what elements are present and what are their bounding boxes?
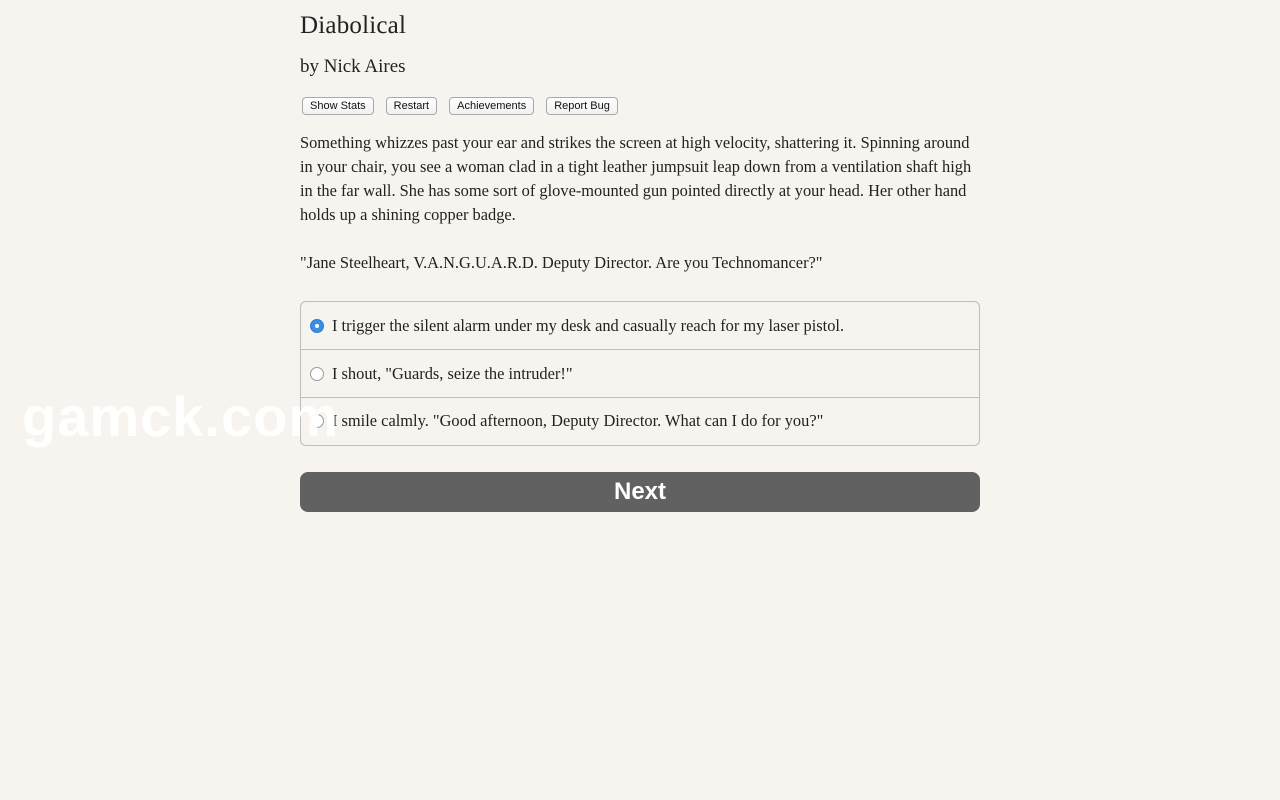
choice-label: I smile calmly. "Good afternoon, Deputy Director. What can I do for you?" bbox=[332, 411, 824, 430]
choice-option-2[interactable] bbox=[301, 350, 979, 398]
game-author: by Nick Aires bbox=[300, 56, 406, 77]
passage-paragraph: Something whizzes past your ear and strikes the screen at high velocity, shattering it. Spinning around in your chair, you see a woman clad in a tight leather jumpsuit leap down from a ventilation shaft high in the far wall. She has some sort of glove-mounted gun pointed directly at your head. Her other hand holds up a shining copper badge. bbox=[300, 133, 972, 224]
next-button[interactable]: Next bbox=[300, 472, 980, 512]
passage-paragraph: "Jane Steelheart, V.A.N.G.U.A.R.D. Deputy Director. Are you Technomancer?" bbox=[300, 253, 823, 272]
choice-list bbox=[300, 301, 980, 446]
show-stats-button[interactable]: Show Stats bbox=[302, 97, 374, 115]
choice-label: I shout, "Guards, seize the intruder!" bbox=[332, 363, 573, 383]
radio-button[interactable] bbox=[310, 367, 324, 381]
radio-button[interactable] bbox=[310, 414, 324, 428]
restart-button[interactable]: Restart bbox=[386, 97, 437, 115]
achievements-button[interactable]: Achievements bbox=[449, 97, 534, 115]
toolbar bbox=[302, 97, 618, 115]
story-passage bbox=[300, 131, 980, 299]
choice-option-1[interactable] bbox=[301, 302, 979, 350]
report-bug-button[interactable]: Report Bug bbox=[546, 97, 618, 115]
radio-button-selected[interactable] bbox=[310, 319, 324, 333]
choice-option-3[interactable] bbox=[301, 398, 979, 444]
choice-label: I trigger the silent alarm under my desk and casually reach for my laser pistol. bbox=[332, 315, 845, 335]
game-title: Diabolical bbox=[300, 12, 407, 39]
watermark: gamck.com bbox=[22, 385, 340, 448]
